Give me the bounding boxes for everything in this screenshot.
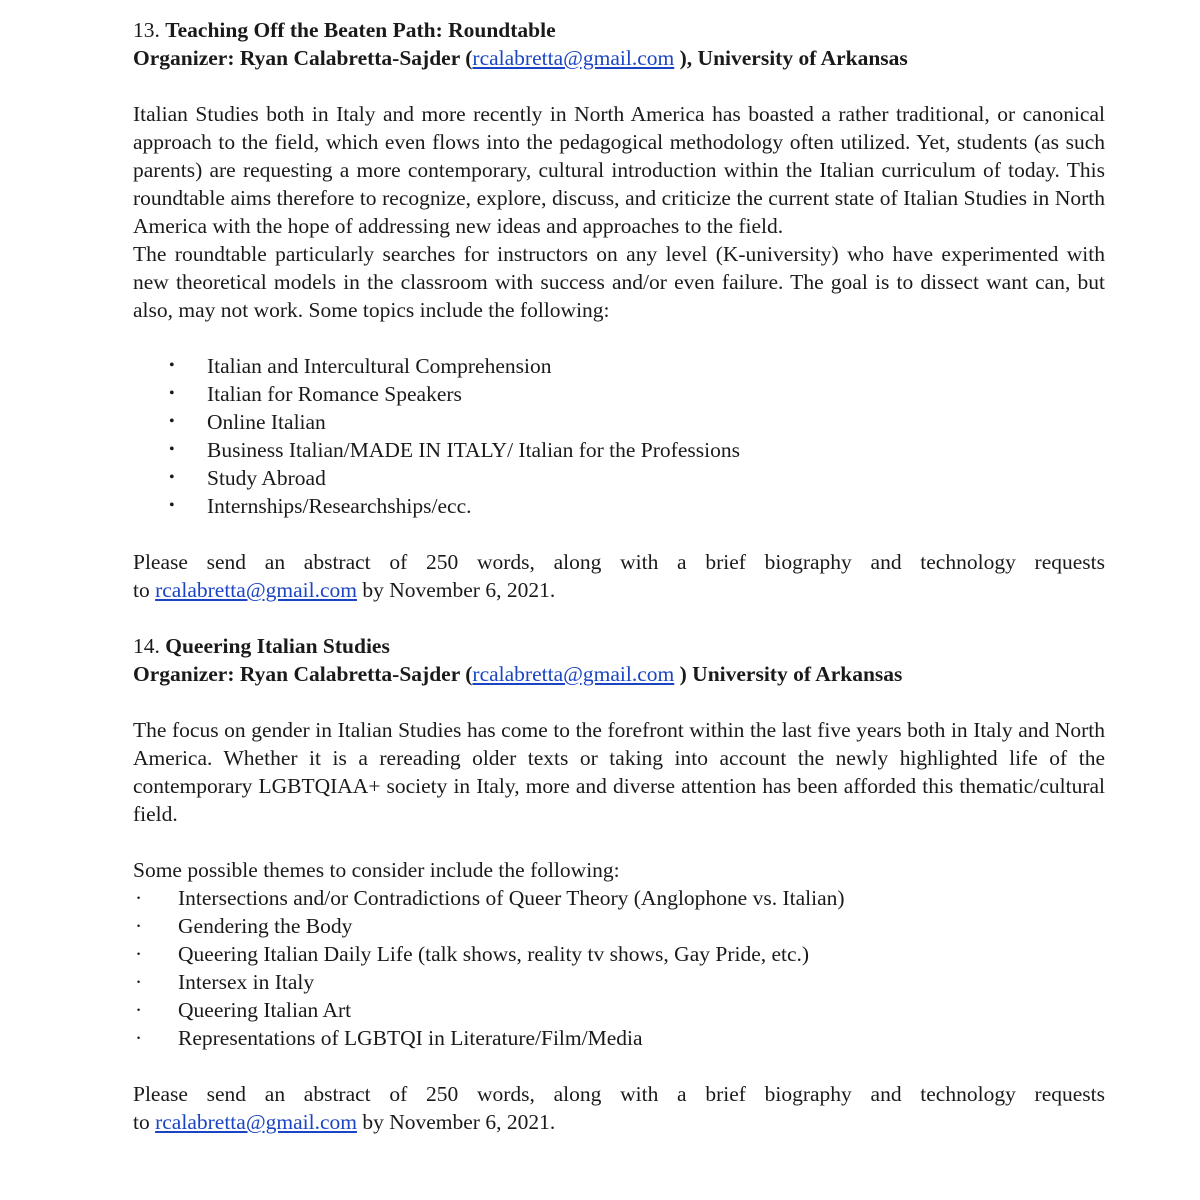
list-item: [133, 884, 1105, 912]
list-item: [133, 408, 1105, 436]
section-13-title: Teaching Off the Beaten Path: Roundtable: [165, 18, 556, 42]
document-page: [133, 16, 1105, 1136]
bullet-icon: •: [169, 469, 175, 486]
section-13: [133, 16, 1105, 604]
list-item: [133, 968, 1105, 996]
organizer-email-link[interactable]: rcalabretta@gmail.com: [472, 46, 675, 70]
section-14-heading: [133, 632, 1105, 660]
section-13-paragraph-2: The roundtable particularly searches for instructors on any level (K-university) who have experimented with new theoretical models in the classroom with success and/or even failure. The goal is to dissect want can, but also, may not work. Some topics include the following:: [133, 242, 1105, 322]
section-14-title: Queering Italian Studies: [165, 634, 390, 658]
section-13-number: 13.: [133, 18, 160, 42]
topic-text: Internships/Researchships/ecc.: [207, 494, 472, 518]
organizer-prefix: Organizer: Ryan Calabretta-Sajder (: [133, 662, 473, 686]
section-14-closing-line-2: [133, 1108, 1105, 1136]
list-item: [133, 912, 1105, 940]
closing-deadline: by November 6, 2021.: [356, 578, 556, 602]
dot-icon: ·: [135, 914, 143, 938]
organizer-prefix: Organizer: Ryan Calabretta-Sajder (: [133, 46, 473, 70]
closing-email-link[interactable]: rcalabretta@gmail.com: [155, 578, 357, 602]
section-13-closing-line-1: Please send an abstract of 250 words, along with a brief biography and technology requests: [133, 550, 1105, 574]
closing-email-link[interactable]: rcalabretta@gmail.com: [155, 1110, 357, 1134]
list-item: [133, 996, 1105, 1024]
section-14-themes-intro: Some possible themes to consider include the following:: [133, 858, 620, 882]
organizer-suffix: ) University of Arkansas: [674, 662, 903, 686]
section-14: [133, 632, 1105, 1136]
list-item: [133, 492, 1105, 520]
dot-icon: ·: [135, 998, 143, 1022]
list-item: [133, 436, 1105, 464]
topic-text: Online Italian: [207, 410, 326, 434]
topic-text: Business Italian/MADE IN ITALY/ Italian for the Professions: [207, 438, 740, 462]
section-13-organizer: [133, 44, 1105, 72]
theme-text: Gendering the Body: [178, 914, 353, 938]
bullet-icon: •: [169, 413, 175, 430]
bullet-icon: •: [169, 441, 175, 458]
organizer-email-link[interactable]: rcalabretta@gmail.com: [472, 662, 675, 686]
topic-text: Italian for Romance Speakers: [207, 382, 462, 406]
theme-text: Intersections and/or Contradictions of Queer Theory (Anglophone vs. Italian): [178, 886, 845, 910]
closing-to: to: [133, 1110, 156, 1134]
dot-icon: ·: [135, 942, 143, 966]
list-item: [133, 380, 1105, 408]
section-14-paragraph-1: The focus on gender in Italian Studies has come to the forefront within the last five years both in Italy and North America. Whether it is a rereading older texts or taking into account the newly highlighted life of the contemporary LGBTQIAA+ society in Italy, more and diverse attention has been afforded this thematic/cultural field.: [133, 718, 1105, 826]
bullet-icon: •: [169, 497, 175, 514]
list-item: [133, 464, 1105, 492]
topic-text: Italian and Intercultural Comprehension: [207, 354, 552, 378]
bullet-icon: •: [169, 385, 175, 402]
topic-text: Study Abroad: [207, 466, 326, 490]
closing-to: to: [133, 578, 156, 602]
theme-text: Intersex in Italy: [178, 970, 315, 994]
bullet-icon: •: [169, 357, 175, 374]
section-14-number: 14.: [133, 634, 160, 658]
section-13-paragraph-1: Italian Studies both in Italy and more recently in North America has boasted a rather traditional, or canonical approach to the field, which even flows into the pedagogical methodology often utilized. Yet, students (as such parents) are requesting a more contemporary, cultural introduction within the Italian curriculum of today. This roundtable aims therefore to recognize, explore, discuss, and criticize the current state of Italian Studies in North America with the hope of addressing new ideas and approaches to the field.: [133, 102, 1105, 238]
list-item: [133, 352, 1105, 380]
dot-icon: ·: [135, 886, 143, 910]
section-14-theme-list: [133, 884, 1105, 1052]
dot-icon: ·: [135, 970, 143, 994]
section-13-topic-list: [133, 352, 1105, 520]
section-14-closing-line-1: Please send an abstract of 250 words, along with a brief biography and technology requests: [133, 1082, 1105, 1106]
section-13-closing-line-2: [133, 576, 1105, 604]
section-14-organizer: [133, 660, 1105, 688]
theme-text: Queering Italian Daily Life (talk shows, reality tv shows, Gay Pride, etc.): [178, 942, 810, 966]
dot-icon: ·: [135, 1026, 143, 1050]
list-item: [133, 1024, 1105, 1052]
section-13-heading: [133, 16, 1105, 44]
organizer-suffix: ), University of Arkansas: [674, 46, 908, 70]
closing-deadline: by November 6, 2021.: [356, 1110, 556, 1134]
theme-text: Representations of LGBTQI in Literature/Film/Media: [178, 1026, 643, 1050]
theme-text: Queering Italian Art: [178, 998, 352, 1022]
list-item: [133, 940, 1105, 968]
